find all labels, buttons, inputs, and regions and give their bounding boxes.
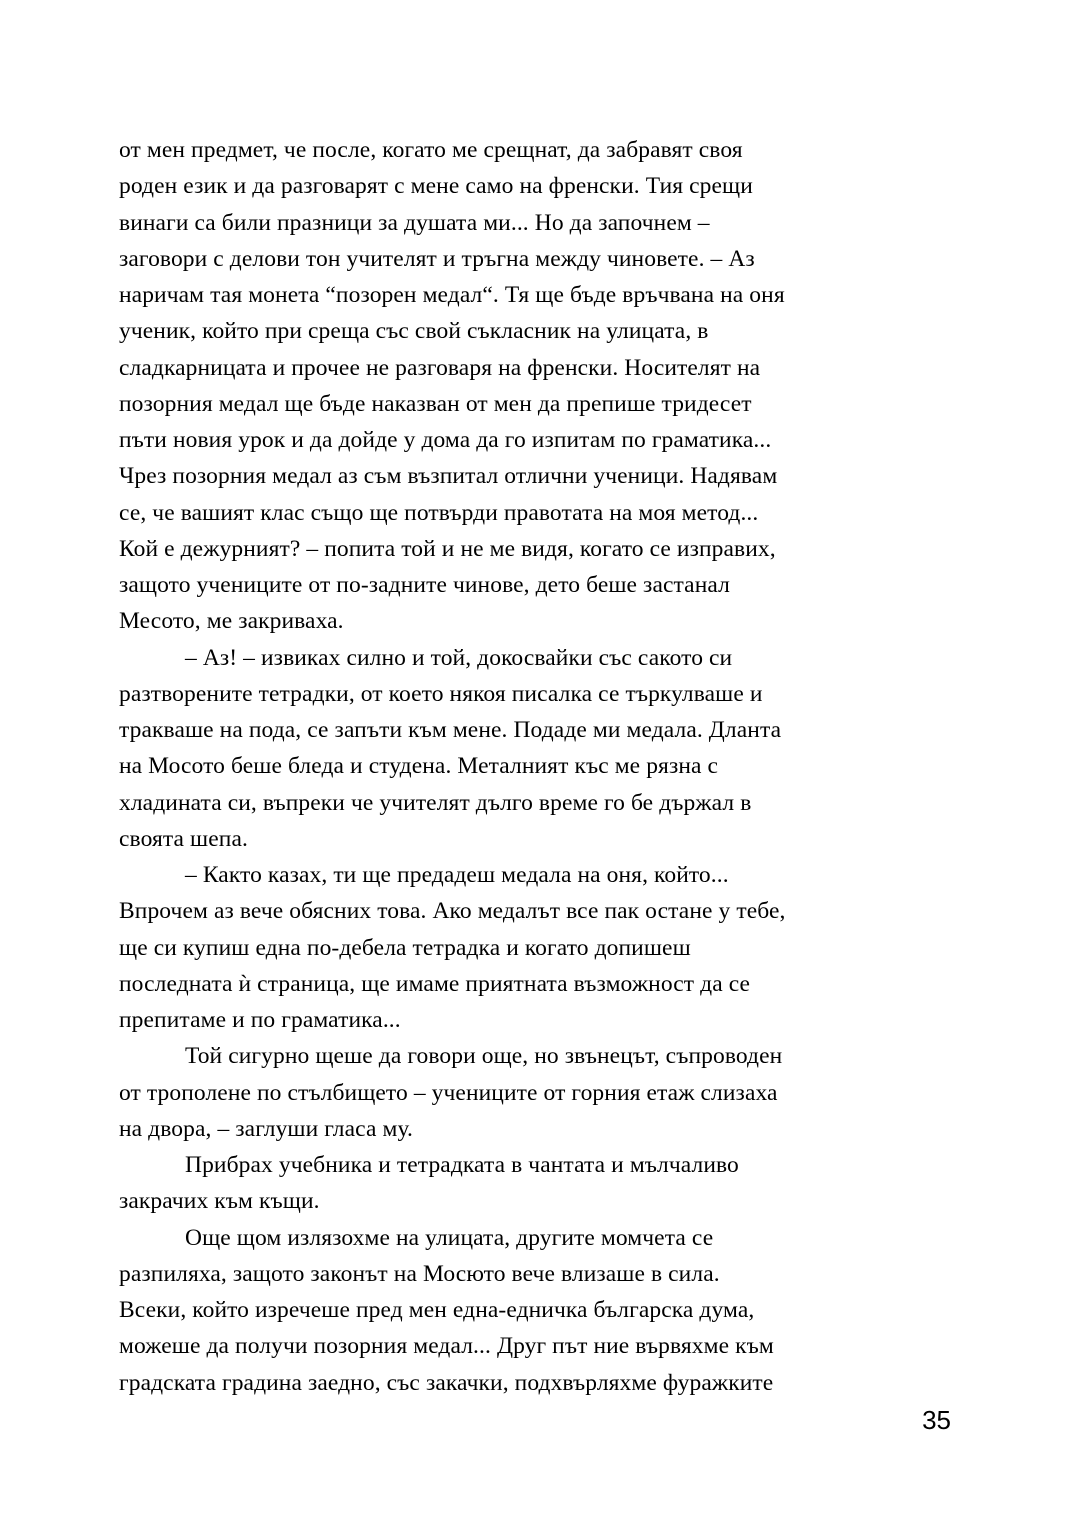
text-line: Чрез позорния медал аз съм възпитал отлични ученици. Надявам	[119, 463, 778, 490]
text-line: Месото, ме закриваха.	[119, 608, 344, 635]
page-text	[119, 132, 989, 1401]
text-line: роден език и да разговарят с мене само на френски. Тия срещи	[119, 173, 753, 200]
text-line: наричам тая монета “позорен медал“. Тя ще бъде връчвана на оня	[119, 282, 785, 308]
text-line: пъти новия урок и да дойде у дома да го изпитам по граматика...	[119, 427, 772, 453]
text-line: се, че вашият клас също ще потвърди правотата на моя метод...	[119, 499, 759, 526]
text-line: позорния медал ще бъде наказван от мен да препише тридесет	[119, 390, 752, 417]
text-line: разпиляха, защото законът на Мосюто вече влизаше в сила.	[119, 1260, 720, 1287]
text-line: тракваше на пода, се запъти към мене. Подаде ми медала. Дланта	[119, 717, 782, 743]
text-line: Всеки, който изречеше пред мен една-едничка българска дума,	[119, 1297, 755, 1323]
text-line: Прибрах учебника и тетрадката в чантата и мълчаливо	[185, 1152, 739, 1178]
text-line: винаги са били празници за душата ми... Но да започнем –	[119, 209, 710, 236]
text-line: от трополене по стълбището – учениците от горния етаж слизаха	[119, 1079, 778, 1106]
text-line: заговори с делови тон учителят и тръгна между чиновете. – Аз	[119, 245, 755, 272]
page-number: 35	[922, 1405, 951, 1435]
text-line: Кой е дежурният? – попита той и не ме видя, когато се изправих,	[119, 535, 776, 562]
text-line: Той сигурно щеше да говори още, но звънецът, съпроводен	[185, 1043, 783, 1070]
text-line: разтворените тетрадки, от което някоя писалка се търкулваше и	[119, 680, 763, 707]
text-line: – Аз! – извиках силно и той, докосвайки със сакото си	[185, 644, 733, 671]
text-line: на Мосото беше бледа и студена. Металният къс ме рязна с	[119, 753, 719, 780]
text-line: защото учениците от по-задните чинове, дето беше застанал	[119, 572, 730, 598]
text-line: на двора, – заглуши гласа му.	[119, 1115, 413, 1142]
text-line: от мен предмет, че после, когато ме срещнат, да забравят своя	[119, 137, 743, 163]
text-line: закрачих към къщи.	[119, 1188, 320, 1215]
text-line: – Както казах, ти ще предадеш медала на оня, който...	[185, 862, 729, 888]
text-line: ученик, който при среща със свой съкласник на улицата, в	[119, 318, 709, 345]
text-line: сладкарницата и прочее не разговаря на френски. Носителят на	[119, 354, 761, 381]
text-line: препитаме и по граматика...	[119, 1007, 401, 1033]
text-line: последната ѝ страница, ще имаме приятната възможност да се	[119, 970, 751, 997]
text-line: ще си купиш една по-дебела тетрадка и когато допишеш	[119, 934, 691, 961]
text-line: Впрочем аз вече обясних това. Ако медалът все пак остане у тебе,	[119, 898, 786, 925]
text-line: можеше да получи позорния медал... Друг път ние вървяхме към	[119, 1333, 774, 1360]
text-line: хладината си, въпреки че учителят дълго време го бе държал в	[119, 789, 752, 816]
text-line: своята шепа.	[119, 825, 248, 852]
text-line: градската градина заедно, със закачки, подхвърляхме фуражките	[119, 1369, 774, 1396]
text-line: Още щом излязохме на улицата, другите момчета се	[185, 1224, 714, 1251]
